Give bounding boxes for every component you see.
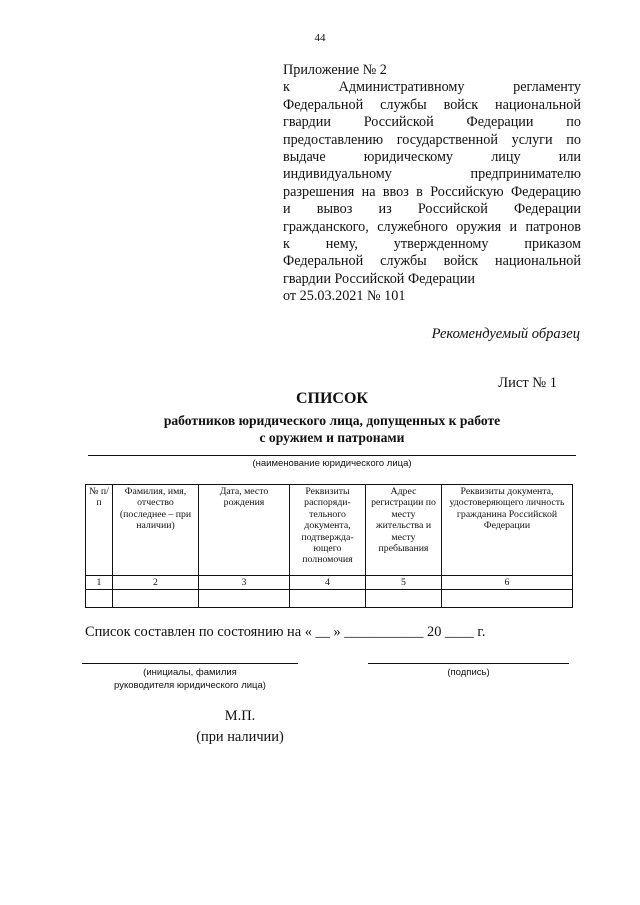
table-numbering-row [86, 576, 573, 590]
initials-caption-line-2: руководителя юридического лица) [114, 680, 266, 691]
stamp-if-any: (при наличии) [196, 729, 284, 745]
subtitle-line-2: с оружием и патронами [259, 430, 405, 445]
column-number: 2 [113, 576, 199, 590]
legal-entity-caption: (наименование юридического лица) [252, 458, 412, 469]
appendix-line: от 25.03.2021 № 101 [283, 288, 406, 305]
signature-caption: (подпись) [447, 667, 490, 678]
column-number: 5 [366, 576, 442, 590]
column-number: 6 [442, 576, 573, 590]
header-address: Адрес регистрации по месту жительства и месту пребывания [366, 485, 442, 576]
appendix-line: к нему, утвержденному приказом [283, 236, 581, 253]
appendix-line: гвардии Российской Федерации [283, 270, 475, 287]
initials-line [82, 663, 298, 664]
header-identity-document: Реквизиты документа, удостоверяющего личность гражданина Российской Федерации [442, 485, 573, 576]
appendix-line: выдаче юридическому лицу или [283, 149, 581, 166]
appendix-line: гвардии Российской Федерации по [283, 114, 581, 131]
table-cell[interactable] [442, 590, 573, 608]
list-state-date: Список составлен по состоянию на « __ » ___________ 20 ____ г. [85, 624, 486, 640]
workers-table [85, 484, 573, 608]
appendix-line: Федеральной службы войск национальной [283, 96, 581, 113]
sample-label: Рекомендуемый образец [431, 326, 580, 342]
signature-line [368, 663, 569, 664]
column-number: 4 [290, 576, 366, 590]
document-subtitle [0, 412, 640, 446]
appendix-line: и вывоз из Российской Федерации [283, 201, 581, 218]
table-cell[interactable] [86, 590, 113, 608]
document-title: СПИСОК [295, 390, 369, 407]
table-cell[interactable] [366, 590, 442, 608]
header-authority-document: Реквизиты распоряди-тельного документа, подтвержда-ющего полномочия [290, 485, 366, 576]
table-cell[interactable] [290, 590, 366, 608]
appendix-line: Приложение № 2 [283, 62, 387, 78]
appendix-line: Федеральной службы войск национальной [283, 253, 581, 270]
legal-entity-name-line [88, 455, 576, 456]
header-birth-date-place: Дата, место рождения [199, 485, 290, 576]
appendix-header [283, 62, 581, 306]
appendix-line: к Административному регламенту [283, 79, 581, 96]
table-header-row [86, 485, 573, 576]
stamp-mp: М.П. [224, 708, 256, 724]
page-number: 44 [314, 32, 326, 44]
table-row [86, 590, 573, 608]
initials-caption-line-1: (инициалы, фамилия [143, 667, 237, 678]
subtitle-line-1: работников юридического лица, допущенных к работе [163, 413, 501, 428]
appendix-line: гражданского, служебного оружия и патронов [283, 218, 581, 235]
appendix-line: индивидуальному предпринимателю [283, 166, 581, 183]
table-cell[interactable] [199, 590, 290, 608]
column-number: 3 [199, 576, 290, 590]
table-cell[interactable] [113, 590, 199, 608]
initials-caption [82, 667, 298, 691]
stamp-placeholder [150, 706, 330, 748]
header-number: № п/п [86, 485, 113, 576]
column-number: 1 [86, 576, 113, 590]
header-full-name: Фамилия, имя, отчество (последнее – при наличии) [113, 485, 199, 576]
appendix-line: предоставлению государственной услуги по [283, 131, 581, 148]
appendix-line: разрешения на ввоз в Российскую Федерацию [283, 183, 581, 200]
sheet-label: Лист № 1 [498, 375, 557, 391]
